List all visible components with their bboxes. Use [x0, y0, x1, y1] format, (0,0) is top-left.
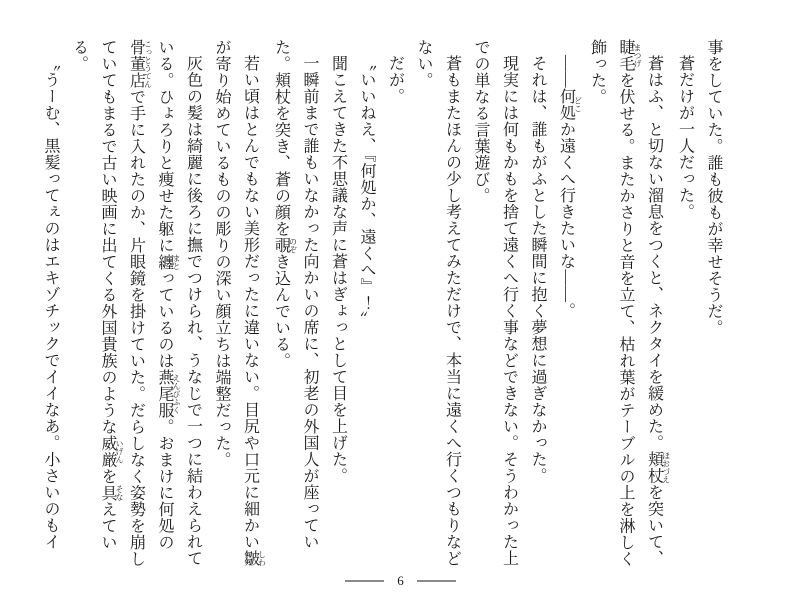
paragraph: だが。 [386, 55, 404, 105]
paragraph: それは、誰もがふとした瞬間に抱く夢想に過ぎなかった。 [529, 55, 546, 484]
paragraph: 〝いいねえ、『何処か、遠くへ』！〟 [358, 55, 375, 328]
paragraph: 一瞬前まで誰もいなかった向かいの席に、初老の外国人が座っていた。頬杖を突き、蒼の顔を覗 のぞき込んでいる。 [272, 39, 318, 550]
ruby-annotated-word: 纏 まと [156, 253, 181, 270]
paragraph: 蒼だけが一人だった。 [676, 55, 694, 220]
footer-rule-right [417, 580, 456, 582]
ruby-annotated-word: 威厳 いげん [99, 435, 124, 468]
ruby-annotated-word: 何処 どこ [557, 88, 583, 121]
ruby-annotated-word: 燕尾服 えんびふく [156, 369, 181, 419]
ruby-annotated-word: 覗 のぞ [272, 237, 298, 254]
ruby-annotated-word: 睫毛 まつげ [617, 39, 642, 72]
ruby-annotated-word: 皺 しわ [241, 550, 267, 567]
vertical-text-body [33, 39, 727, 576]
paragraph: 事をしていた。誰も彼もが幸せそうだ。 [705, 39, 722, 336]
ruby-annotated-word: 具 そな [99, 484, 124, 501]
page-footer [0, 574, 801, 587]
page-number: 6 [397, 573, 404, 588]
paragraph: 灰色の髪は綺麗に後ろに撫でつけられ、うなじで一つに結わえられている。ひょろりと痩せた躯に纏 まとっているのは燕尾服 えんびふく。おまけに何処の骨董店 こっとうてんで手に入れたのか、片眼鏡を掛けていた。だらしなく姿勢を崩していてもまるで古い映画に出てくる外国貴族のような威厳 いげんを具 そなえている。 [70, 39, 202, 567]
paragraph: ――何処 どこか遠くへ行きたいな――。 [557, 55, 583, 319]
paragraph: 蒼もまたほんの少し考えてみただけで、本当に遠くへ行くつもりなどない。 [415, 39, 461, 567]
ruby-annotated-word: 頬杖 ほおづえ [645, 451, 671, 484]
paragraph: 若い頃はとんでもない美形だったに違いない。目尻や口元に細かい皺 しわが寄り始めているものの彫りの深い顔立ちは端整だった。 [213, 39, 267, 567]
paragraph: 〝うーむ、黒髪ってぇのはエキゾチックでイイなあ。小さいのもイ [42, 55, 59, 550]
footer-rule-left [345, 580, 384, 582]
paragraph: 蒼はふ、と切ない溜息をつくと、ネクタイを緩めた。頬杖 ほおづえを突いて、睫毛 まつげを伏せる。またかさりと音を立て、枯れ葉がテーブルの上を淋しく飾った。 [588, 39, 671, 567]
paragraph: 現実には何もかもを捨て遠くへ行く事などできない。そうわかった上での単なる言葉遊び。 [472, 39, 518, 567]
ruby-annotated-word: 骨董店 こっとうてん [127, 39, 153, 89]
paragraph: 聞こえてきた不思議な声に蒼はぎょっとして目を上げた。 [329, 55, 347, 484]
